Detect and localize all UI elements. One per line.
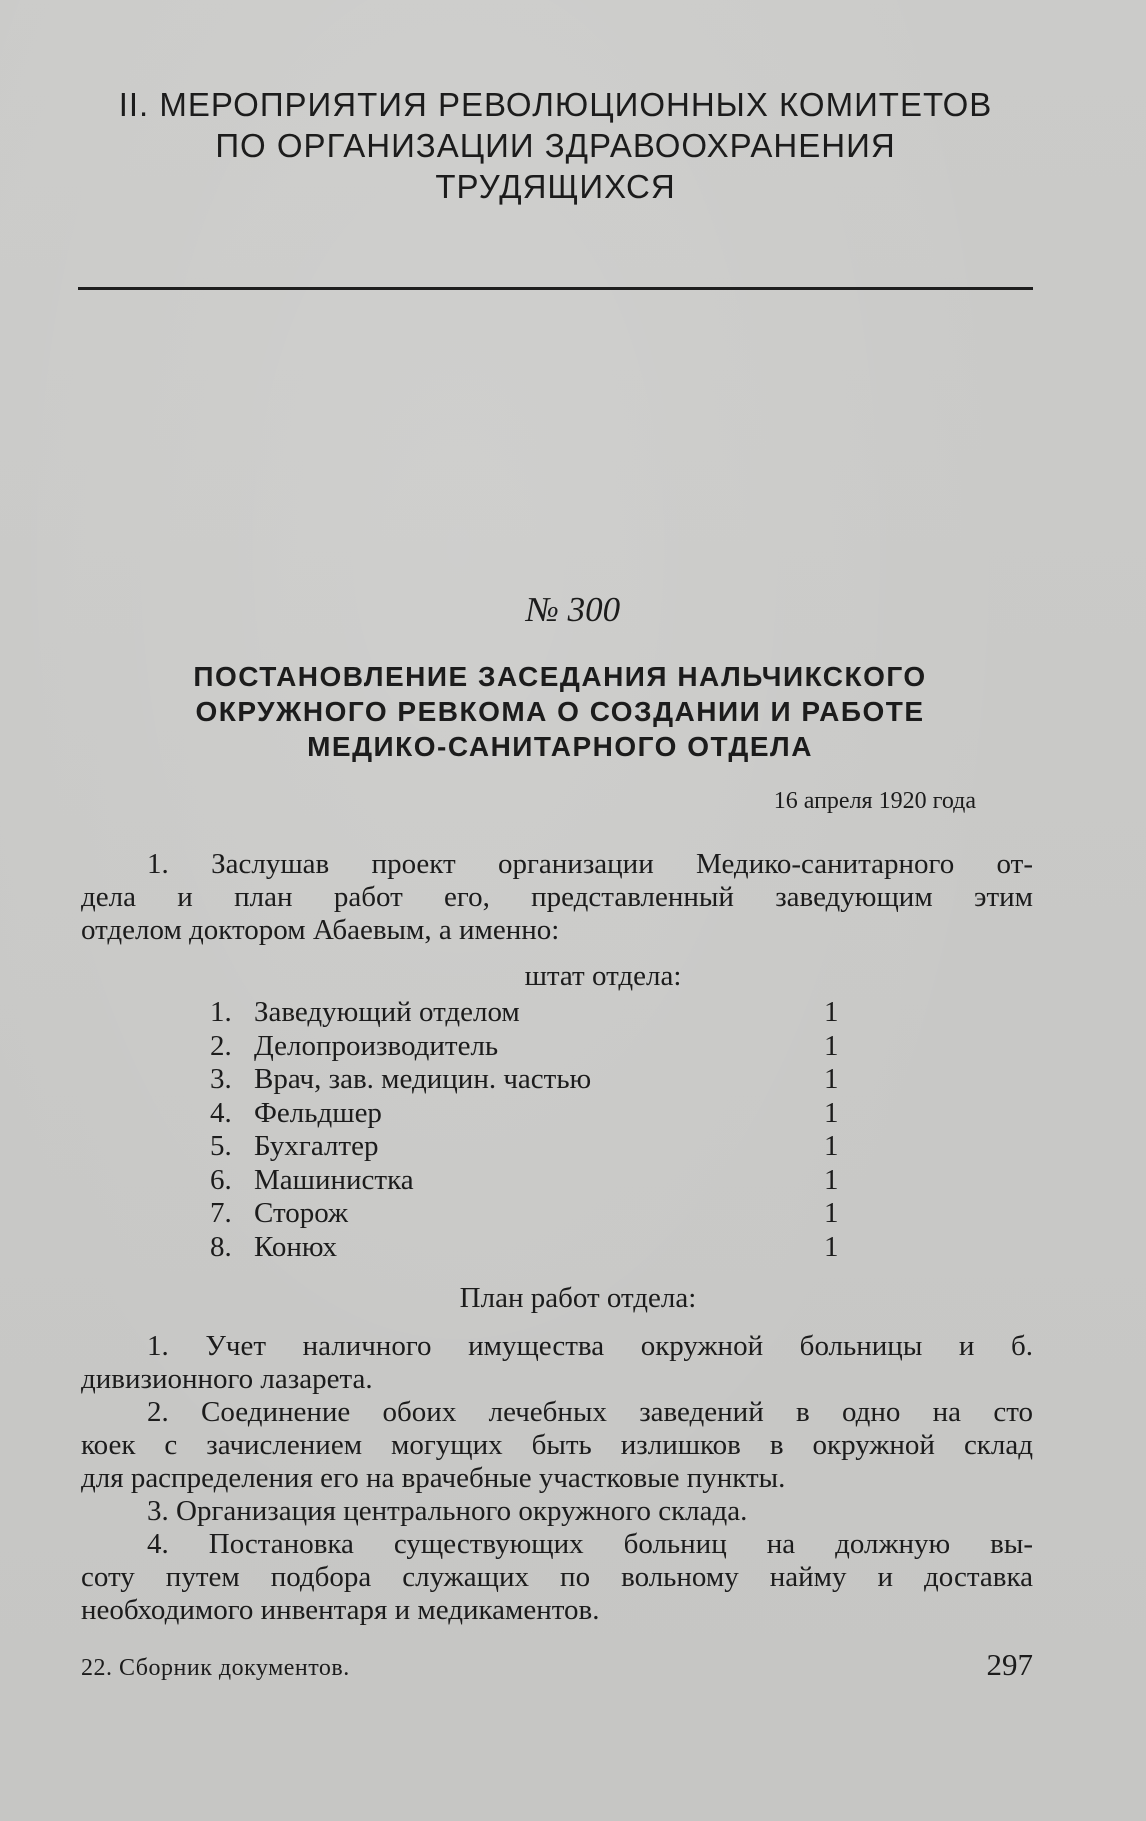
staff-item-number: 2.: [210, 1029, 232, 1062]
staff-item-role: Фельдшер: [254, 1096, 382, 1129]
staff-item-number: 3.: [210, 1063, 232, 1095]
staff-item: [210, 1097, 850, 1131]
paragraph-line: для распределения его на врачебные участковые пункты.: [81, 1462, 786, 1494]
section-title-line: ТРУДЯЩИХСЯ: [435, 168, 676, 205]
paragraph-line: 3. Организация центрального окружного склада.: [147, 1495, 748, 1527]
plan-item: [81, 1528, 1033, 1627]
staff-item: [210, 1030, 850, 1064]
staff-item-quantity: 1: [824, 1230, 839, 1263]
plan-heading: План работ отдела:: [459, 1282, 697, 1314]
staff-list: [210, 996, 850, 1264]
staff-item-role: Машинистка: [254, 1163, 414, 1196]
paragraph-line: 1. Заслушав проект организации Медико-санитарного от-: [147, 848, 1033, 880]
staff-item-role: Врач, зав. медицин. частью: [254, 1063, 592, 1095]
plan-item: [81, 1396, 1033, 1495]
staff-item-quantity: 1: [824, 996, 839, 1028]
section-title-line: ПО ОРГАНИЗАЦИИ ЗДРАВООХРАНЕНИЯ: [215, 127, 896, 164]
document-title-line: МЕДИКО-САНИТАРНОГО ОТДЕЛА: [307, 731, 813, 762]
paragraph-line: отделом доктором Абаевым, а именно:: [81, 914, 560, 946]
staff-item-role: Делопроизводитель: [254, 1029, 499, 1062]
staff-item-quantity: 1: [824, 1130, 839, 1162]
section-title-line: II. МЕРОПРИЯТИЯ РЕВОЛЮЦИОННЫХ КОМИТЕТОВ: [118, 86, 993, 123]
intro-paragraph: [81, 848, 1033, 947]
staff-item-role: Бухгалтер: [254, 1130, 379, 1162]
staff-item-quantity: 1: [824, 1197, 839, 1229]
staff-item-number: 6.: [210, 1163, 232, 1196]
paragraph-line: дивизионного лазарета.: [81, 1363, 373, 1395]
section-title: [78, 84, 1033, 207]
staff-item-number: 1.: [210, 996, 232, 1028]
staff-item-quantity: 1: [824, 1029, 839, 1062]
plan-item: [81, 1495, 1033, 1528]
staff-item: [210, 1130, 850, 1164]
section-divider: [78, 287, 1033, 290]
staff-item-number: 5.: [210, 1130, 232, 1162]
staff-item-number: 4.: [210, 1096, 232, 1129]
staff-item: [210, 996, 850, 1030]
paragraph-line: 2. Соединение обоих лечебных заведений в одно на сто: [147, 1396, 1033, 1428]
staff-item: [210, 1231, 850, 1265]
staff-item-quantity: 1: [824, 1163, 839, 1196]
staff-item-role: Сторож: [254, 1197, 349, 1229]
staff-item-number: 8.: [210, 1230, 232, 1263]
paragraph-line: дела и план работ его, представленный заведующим этим: [81, 881, 1033, 913]
paragraph-line: 4. Постановка существующих больниц на должную вы-: [147, 1528, 1033, 1560]
staff-item-number: 7.: [210, 1197, 232, 1229]
staff-item-role: Заведующий отделом: [254, 996, 520, 1028]
document-title-line: ПОСТАНОВЛЕНИЕ ЗАСЕДАНИЯ НАЛЬЧИКСКОГО: [193, 661, 927, 692]
document-number: № 300: [525, 590, 621, 629]
paragraph-line: 1. Учет наличного имущества окружной больницы и б.: [147, 1330, 1033, 1362]
staff-item-role: Конюх: [254, 1230, 337, 1263]
staff-item: [210, 1063, 850, 1097]
staff-heading: штат отдела:: [524, 960, 682, 992]
staff-item: [210, 1197, 850, 1231]
document-title: [90, 659, 1030, 764]
paragraph-line: коек с зачислением могущих быть излишков в окружной склад: [81, 1429, 1033, 1461]
printer-signature: 22. Сборник документов.: [81, 1655, 350, 1681]
staff-item-quantity: 1: [824, 1063, 839, 1095]
document-date: 16 апреля 1920 года: [773, 788, 976, 814]
paragraph-line: необходимого инвентаря и медикаментов.: [81, 1594, 600, 1626]
paragraph-line: соту путем подбора служащих по вольному найму и доставка: [81, 1561, 1033, 1593]
staff-item: [210, 1164, 850, 1198]
document-title-line: ОКРУЖНОГО РЕВКОМА О СОЗДАНИИ И РАБОТЕ: [195, 696, 925, 727]
plan-item: [81, 1330, 1033, 1396]
staff-item-quantity: 1: [824, 1096, 839, 1129]
page-number: 297: [986, 1647, 1033, 1682]
